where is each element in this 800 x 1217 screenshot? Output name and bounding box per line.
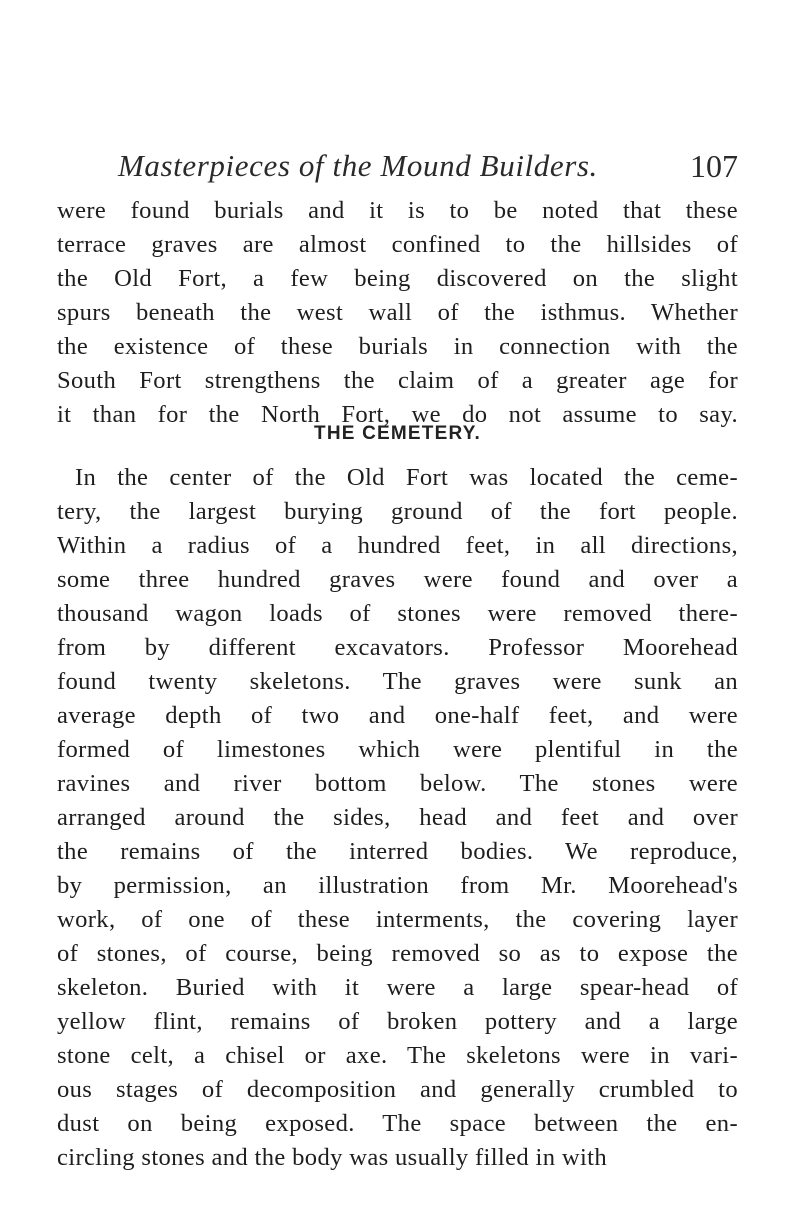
running-title: Masterpieces of the Mound Builders.	[118, 148, 598, 183]
text-line: some three hundred graves were found and over a	[57, 566, 738, 593]
text-line: thousand wagon loads of stones were removed there-	[57, 600, 738, 627]
text-line: the existence of these burials in connection with the	[57, 333, 738, 360]
text-line: ous stages of decomposition and generally crumbled to	[57, 1076, 738, 1103]
text-line: average depth of two and one-half feet, and were	[57, 702, 738, 729]
text-line: yellow flint, remains of broken pottery and a large	[57, 1008, 738, 1035]
text-line: stone celt, a chisel or axe. The skeletons were in vari-	[57, 1042, 738, 1069]
text-line: found twenty skeletons. The graves were sunk an	[57, 668, 738, 695]
text-line: from by different excavators. Professor Moorehead	[57, 634, 738, 661]
text-line: the Old Fort, a few being discovered on the slight	[57, 265, 738, 292]
text-line: dust on being exposed. The space between the en-	[57, 1110, 738, 1137]
text-line: ravines and river bottom below. The stones were	[57, 770, 738, 797]
text-line: South Fort strengthens the claim of a greater age for	[57, 367, 738, 394]
text-line: In the center of the Old Fort was located the ceme-	[75, 464, 738, 491]
text-line: work, of one of these interments, the covering layer	[57, 906, 738, 933]
text-line: arranged around the sides, head and feet and over	[57, 804, 738, 831]
text-line: spurs beneath the west wall of the isthmus. Whether	[57, 299, 738, 326]
paragraph-cemetery	[57, 461, 738, 1175]
running-head	[118, 146, 738, 186]
paragraph-terrace-graves	[57, 194, 738, 432]
text-line: by permission, an illustration from Mr. Moorehead's	[57, 872, 738, 899]
text-line: the remains of the interred bodies. We reproduce,	[57, 838, 738, 865]
text-line: terrace graves are almost confined to the hillsides of	[57, 231, 738, 258]
text-line: Within a radius of a hundred feet, in all directions,	[57, 532, 738, 559]
text-line: circling stones and the body was usually filled in with	[57, 1144, 607, 1171]
text-line: were found burials and it is to be noted that these	[57, 197, 738, 224]
text-line: tery, the largest burying ground of the fort people.	[57, 498, 738, 525]
page-number: 107	[690, 148, 738, 184]
text-line: it than for the North Fort, we do not assume to say.	[57, 401, 738, 428]
text-line: skeleton. Buried with it were a large spear-head of	[57, 974, 738, 1001]
text-line: of stones, of course, being removed so as to expose the	[57, 940, 738, 967]
text-line: formed of limestones which were plentiful in the	[57, 736, 738, 763]
section-heading: THE CEMETERY.	[314, 423, 481, 444]
